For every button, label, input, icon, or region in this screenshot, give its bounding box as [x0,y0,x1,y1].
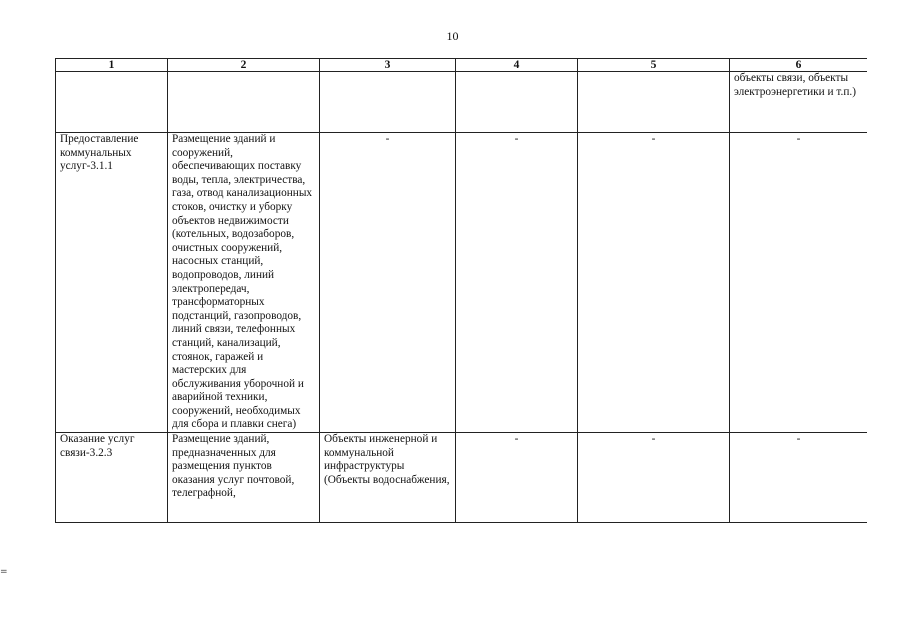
margin-mark: = [0,567,8,577]
column-header: 1 [56,59,168,72]
header-row [56,59,868,72]
table-cell: Размещение зданий и сооружений, обеспечивающих поставку воды, тепла, электричества, газа, отвод канализационных стоков, очистку и уборку объектов недвижимости (котельных, водозаборов, очистных сооружений, насосных станций, водопроводов, линий электропередач, трансформаторных подстанций, газопроводов, линий связи, телефонных станций, канализаций, стоянок, гаражей и мастерских для обслуживания уборочной и аварийной техники, сооружений, необходимых для сбора и плавки снега) [168,133,320,433]
table-container [55,58,867,580]
table-cell [320,72,456,133]
column-header: 5 [578,59,730,72]
table-cell: - [456,133,578,433]
table-cell [168,72,320,133]
table-cell [456,72,578,133]
column-header: 3 [320,59,456,72]
table-cell: Объекты инженерной и коммунальной инфраструктуры (Объекты водоснабжения, [320,433,456,523]
table-cell: объекты связи, объекты электроэнергетики и т.п.) [730,72,868,133]
table-cell: - [456,433,578,523]
table-cell: - [578,433,730,523]
table-cell: - [730,433,868,523]
table-row [56,72,868,133]
table-cell: - [320,133,456,433]
data-table [55,58,867,523]
column-header: 6 [730,59,868,72]
table-cell [56,72,168,133]
column-header: 2 [168,59,320,72]
page-number: 10 [446,29,459,43]
table-cell: Предоставление коммунальных услуг-3.1.1 [56,133,168,433]
column-header: 4 [456,59,578,72]
table-cell: Размещение зданий, предназначенных для размещения пунктов оказания услуг почтовой, телеграфной, [168,433,320,523]
table-cell: - [578,133,730,433]
table-cell: Оказание услуг связи-3.2.3 [56,433,168,523]
table-cell [578,72,730,133]
table-row [56,133,868,433]
table-cell: - [730,133,868,433]
table-row [56,433,868,523]
